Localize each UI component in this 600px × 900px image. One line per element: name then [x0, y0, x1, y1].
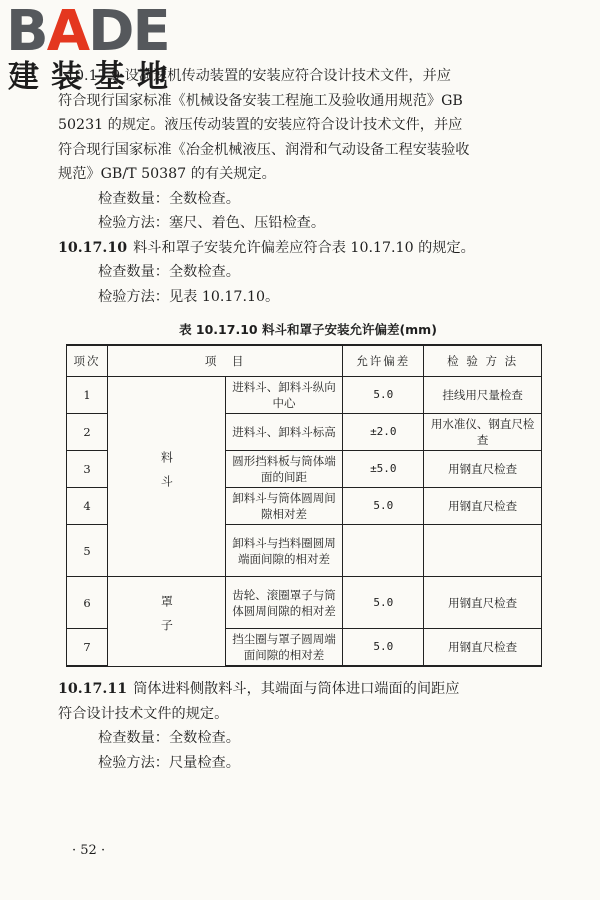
clause-10-17-11: [58, 677, 558, 775]
cell-tolerance: 5.0: [343, 377, 424, 414]
table-header-row: [67, 345, 542, 377]
cell-method: 用钢直尺检查: [424, 451, 542, 488]
cell-tolerance: ±5.0: [343, 451, 424, 488]
header-no: 项次: [67, 345, 108, 377]
clause-line: 规范》GB/T 50387 的有关规定。: [58, 166, 276, 182]
clause-number: 10.17.11: [58, 681, 128, 697]
cell-tolerance: 5.0: [343, 488, 424, 525]
cell-method: 用钢直尺检查: [424, 577, 542, 629]
clause-line: 10.17.9 设减速机传动装置的安装应符合设计技术文件，并应: [66, 68, 451, 84]
logo-letter-a: A: [46, 0, 89, 64]
check-method: 检验方法：塞尺、着色、压铅检查。: [98, 215, 326, 231]
clause-line: [58, 677, 558, 702]
logo-subtitle: 建装基地: [8, 59, 180, 95]
logo-letters-de: DE: [88, 0, 169, 64]
cell-tolerance: 5.0: [343, 577, 424, 629]
document-page: [58, 64, 558, 775]
cell-no: 7: [67, 629, 108, 667]
cell-tolerance: [343, 525, 424, 577]
clause-text: 料斗和罩子安装允许偏差应符合表 10.17.10 的规定。: [133, 239, 475, 256]
header-tolerance: 允许偏差: [343, 345, 424, 377]
clause-number: 10.17.10: [58, 239, 128, 256]
clause-line: [58, 236, 558, 261]
cell-method: 用钢直尺检查: [424, 629, 542, 667]
cell-method: 用钢直尺检查: [424, 488, 542, 525]
brand-logo: [6, 0, 186, 95]
clause-line: 符合现行国家标准《冶金机械液压、润滑和气动设备工程安装验收: [58, 141, 470, 158]
table-row: [67, 377, 542, 414]
cell-item: 进料斗、卸料斗标高: [225, 414, 343, 451]
cell-no: 1: [67, 377, 108, 414]
cell-item: 进料斗、卸料斗纵向中心: [225, 377, 343, 414]
check-quantity: 检查数量：全数检查。: [98, 190, 240, 207]
group-hopper: [108, 377, 226, 577]
header-method: 检 验 方 法: [424, 345, 542, 377]
group-label: 料斗: [159, 450, 174, 499]
table-caption: 表 10.17.10 料斗和罩子安装允许偏差(mm): [179, 322, 437, 337]
cell-no: 5: [67, 525, 108, 577]
logo-letter-b: B: [6, 0, 47, 64]
cell-no: 3: [67, 451, 108, 488]
page-number: · 52 ·: [72, 843, 106, 858]
group-label: 罩子: [159, 595, 174, 644]
cell-tolerance: 5.0: [343, 629, 424, 667]
clause-line: 符合现行国家标准《机械设备安装工程施工及验收通用规范》GB: [58, 92, 463, 109]
cell-method: 用水准仪、钢直尺检查: [424, 414, 542, 451]
cell-item: 齿轮、滚圈罩子与筒体圆周间隙的相对差: [225, 577, 343, 629]
cell-item: 卸料斗与筒体圆周间隙相对差: [225, 488, 343, 525]
tolerance-table: [66, 344, 542, 667]
cell-no: 2: [67, 414, 108, 451]
cell-method: [424, 525, 542, 577]
check-quantity: 检查数量：全数检查。: [98, 264, 240, 280]
group-cover: [108, 577, 226, 667]
clause-line: 50231 的规定。液压传动装置的安装应符合设计技术文件，并应: [58, 117, 463, 133]
check-quantity: 检查数量：全数检查。: [98, 730, 240, 746]
cell-method: 挂线用尺量检查: [424, 377, 542, 414]
cell-item: 卸料斗与挡料圈圆周端面间隙的相对差: [225, 525, 343, 577]
cell-no: 6: [67, 577, 108, 629]
cell-tolerance: ±2.0: [343, 414, 424, 451]
table-row: [67, 577, 542, 629]
check-method: 检验方法：尺量检查。: [98, 754, 240, 771]
cell-item: 圆形挡料板与筒体端面的间距: [225, 451, 343, 488]
logo-wordmark: [6, 0, 181, 64]
clause-line: 符合设计技术文件的规定。: [58, 705, 229, 722]
cell-item: 挡尘圈与罩子圆周端面间隙的相对差: [225, 629, 343, 667]
clause-text: 筒体进料侧散料斗，其端面与筒体进口端面的间距应: [133, 681, 460, 697]
cell-no: 4: [67, 488, 108, 525]
clause-10-17-10: [58, 236, 558, 310]
header-item: 项 目: [108, 345, 343, 377]
check-method: 检验方法：见表 10.17.10。: [98, 288, 280, 305]
